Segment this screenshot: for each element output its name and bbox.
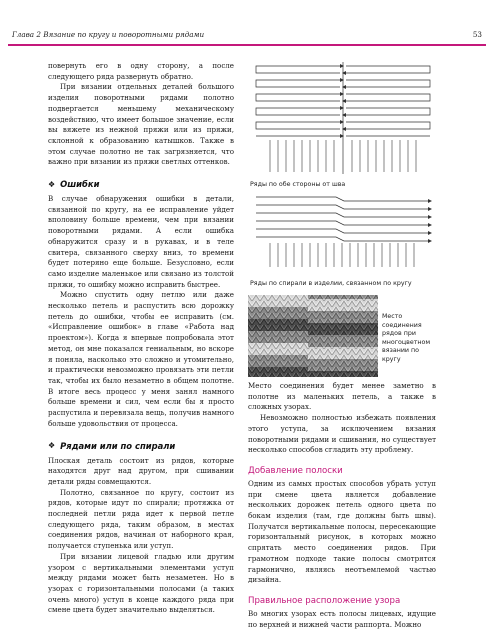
paragraph: Одним из самых простых способов убрать уступ при смене цвета является добавление нескольких дорожек петель одного цвета по бокам изделия (там, где должны быть швы). Получатся вертикальные полосы, пересекающие горизонтальный рисунок, в которых можно спрятать место соединения рядов. При грамотном подходе такие полосы смотрятся гармонично, являясь неотъемлемой частью дизайна. bbox=[248, 478, 436, 585]
diamond-bullet-icon: ❖ bbox=[48, 179, 56, 189]
paragraph: Полотно, связанное по кругу, состоит из рядов, которые идут по спирали; протяжка от последней петли ряда идет к первой петле следующего ряда, таким образом, в местах соединения рядов, начиная от наборного края, получается ступенька или уступ. bbox=[48, 487, 234, 551]
errors-heading: ❖ Ошибки bbox=[48, 179, 100, 190]
section-heading: Добавление полоски bbox=[248, 465, 343, 476]
right-column-text bbox=[248, 381, 436, 630]
figure-caption: Ряды по обе стороны от шва bbox=[250, 181, 346, 188]
paragraph: Место соединения будет менее заметно в полотне из маленьких петель, а также в сложных узорах. bbox=[248, 381, 436, 412]
paragraph: При вязании отдельных деталей большого изделия поворотными рядами полотно подвергается меньшему механическому воздействию, что имеет большое значение, если вы вяжете из нежной пряжи или из пряжи, склонной к образованию катышков. Также в этом случае полотно не так загрязняется, что важно при вязании из пряжи светлых оттенков. bbox=[48, 82, 234, 167]
chapter-title: Глава 2 Вязание по кругу и поворотными рядами bbox=[12, 30, 205, 39]
paragraph: Можно спустить одну петлю или даже несколько петель и распустить всю дорожку петель до ошибки, чтобы ее исправить (см. «Исправление ошибок» в главе «Работа над проектом»). Когда я впервые попробовала этот метод, он мне показался гениальным, но вскоре я поняла, насколько это сложно и утомительно, и практически невозможно провязать эти петли так, чтобы их было незаметно в общем полотне. В итоге весь процесс у меня занял намного больше времени и сил, чем если бы я просто распустила и перевязала вещь, получив намного больше удовольствия от процесса. bbox=[48, 290, 234, 428]
running-header bbox=[8, 30, 486, 44]
paragraph: Во многих узорах есть полосы лицевых, идущие по верхней и нижней части раппорта. Можно bbox=[248, 608, 436, 629]
left-column bbox=[48, 61, 234, 616]
page-number: 53 bbox=[472, 30, 482, 39]
diamond-bullet-icon: ❖ bbox=[48, 441, 56, 450]
photo-caption: Место соединения рядов при многоцветном вязании по кругу bbox=[382, 313, 431, 363]
header-rule bbox=[8, 44, 486, 46]
rows-heading: ❖ Рядами или по спирали bbox=[48, 440, 176, 451]
paragraph: повернуть его в одну сторону, а после следующего ряда развернуть обратно. bbox=[48, 61, 234, 81]
paragraph: Невозможно полностью избежать появления этого уступа, за исключением вязания поворотными рядами и сшивания, но существует несколько способов сгладить эту проблему. bbox=[248, 413, 436, 455]
paragraph: Плоская деталь состоит из рядов, которые находятся друг над другом, при сшивании детали ряды совмещаются. bbox=[48, 455, 234, 486]
paragraph: В случае обнаружения ошибки в детали, связанной по кругу, на ее исправление уйдет вполовину больше времени, чем при вязании поворотными рядами. А если ошибка обнаружится сразу и в рукавах, и в теле свитера, связанного сверху вниз, то времени будет потеряно еще больше. Безусловно, если само изделие маленькое или связано из толстой пряжи, то ошибку можно исправить быстрее. bbox=[48, 194, 234, 289]
figure-caption: Ряды по спирали в изделии, связанном по кругу bbox=[250, 280, 412, 287]
knitting-swatch-photo bbox=[248, 295, 378, 377]
paragraph: При вязании лицевой гладью или другим узором с вертикальными элементами уступ между рядами может быть незаметен. Но в узорах с горизонтальными полосами (а таких очень много) уступ в конце каждого ряда при смене цвета будет значительно выделяться. bbox=[48, 551, 234, 615]
section-heading: Правильное расположение узора bbox=[248, 595, 401, 606]
knit-texture-image bbox=[248, 295, 378, 377]
spiral-rows-diagram bbox=[248, 193, 438, 271]
rows-seam-diagram bbox=[248, 60, 438, 178]
